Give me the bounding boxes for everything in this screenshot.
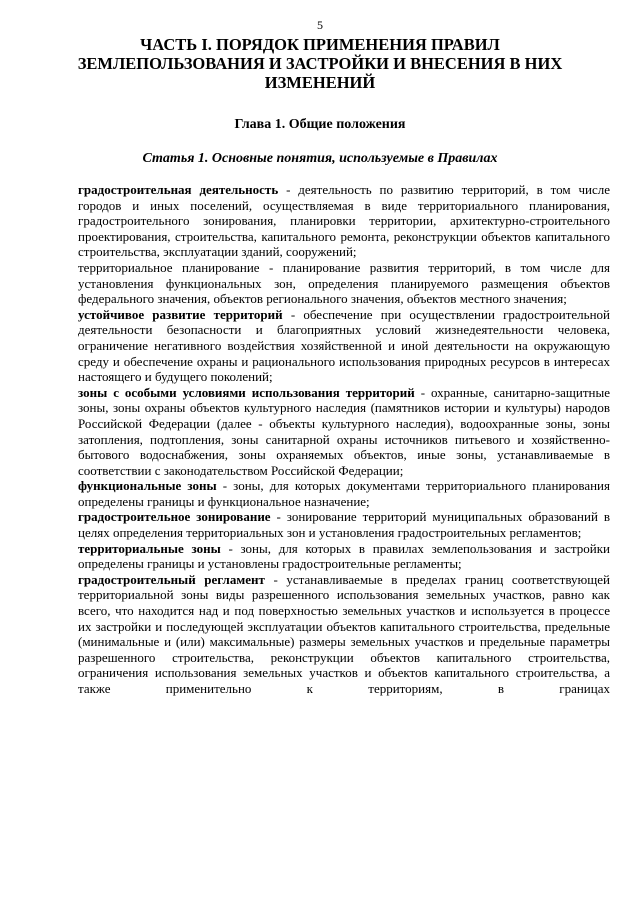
part-title: ЧАСТЬ I. ПОРЯДОК ПРИМЕНЕНИЯ ПРАВИЛ ЗЕМЛЕПОЛЬЗОВАНИЯ И ЗАСТРОЙКИ И ВНЕСЕНИЯ В НИХ ИЗМЕНЕНИЙ xyxy=(77,35,563,92)
definition-text: - охранные, санитарно-защитные зоны, зоны охраны объектов культурного наследия (памятников истории и культуры) народов Российской Федерации (далее - объекты культурного наследия), водоохранные зоны, зоны затопления, подтопления, зоны санитарной охраны источников питьевого и хозяйственно-бытового водоснабжения, зоны охраняемых объектов, иные зоны, устанавливаемые в соответствии с законодательством Российской Федерации; xyxy=(78,384,610,478)
article-title: Статья 1. Основные понятия, используемые в Правилах xyxy=(142,151,498,166)
definition-term: градостроительное зонирование xyxy=(78,509,271,525)
definition-paragraph xyxy=(78,572,610,697)
chapter-title: Глава 1. Общие положения xyxy=(234,117,406,132)
definition-term: территориальные зоны xyxy=(78,540,221,556)
page-number: 5 xyxy=(317,18,323,32)
definition-paragraph xyxy=(78,541,610,572)
definition-paragraph xyxy=(78,307,610,385)
definition-term: устойчивое развитие территорий xyxy=(78,306,283,322)
definition-text: - устанавливаемые в пределах границ соответствующей территориальной зоны виды разрешенного использования земельных участков, равно как всего, что находится над и под поверхностью земельных участков и используется в процессе их застройки и последующей эксплуатации объектов капитального строительства, предельные (минимальные и (или) максимальные) размеры земельных участков и предельные параметры разрешенного строительства, реконструкции объектов капитального строительства, ограничения использования земельных участков и объектов капитального строительства, а также применительно к территориям, в границах xyxy=(78,571,610,696)
definition-text: территориальное планирование - планирование развития территорий, в том числе для установления функциональных зон, определения планируемого размещения объектов федерального значения, объектов регионального значения, объектов местного значения; xyxy=(78,259,610,307)
definition-term: функциональные зоны xyxy=(78,478,217,494)
definition-text: - деятельность по развитию территорий, в том числе городов и иных поселений, осуществляемая в виде территориального планирования, градостроительного зонирования, планировки территории, архитектурно-строительного проектирования, строительства, капитального ремонта, реконструкции объектов капитального строительства, эксплуатации зданий, сооружений; xyxy=(78,182,610,260)
definition-paragraph xyxy=(78,509,610,540)
definition-text: - зоны, для которых в правилах землепользования и застройки определены границы и установлены градостроительные регламенты; xyxy=(78,540,610,572)
definition-text: - зонирование территорий муниципальных образований в целях определения территориальных зон и установления градостроительных регламентов; xyxy=(78,509,610,541)
definitions-body xyxy=(78,182,610,697)
definition-paragraph xyxy=(78,260,610,307)
definition-text: - обеспечение при осуществлении градостроительной деятельности безопасности и благоприятных условий жизнедеятельности человека, ограничение негативного воздействия хозяйственной и иной деятельности на окружающую среду и обеспечение охраны и рационального использования природных ресурсов в интересах настоящего и будущего поколений; xyxy=(78,306,610,385)
definition-paragraph xyxy=(78,478,610,509)
definition-paragraph xyxy=(78,385,610,479)
definition-term: зоны с особыми условиями использования территорий xyxy=(78,384,415,400)
definition-paragraph xyxy=(78,182,610,260)
definition-text: - зоны, для которых документами территориального планирования определены границы и функциональное назначение; xyxy=(78,478,610,509)
definition-term: градостроительный регламент xyxy=(78,571,265,587)
definition-term: градостроительная деятельность xyxy=(78,182,279,197)
